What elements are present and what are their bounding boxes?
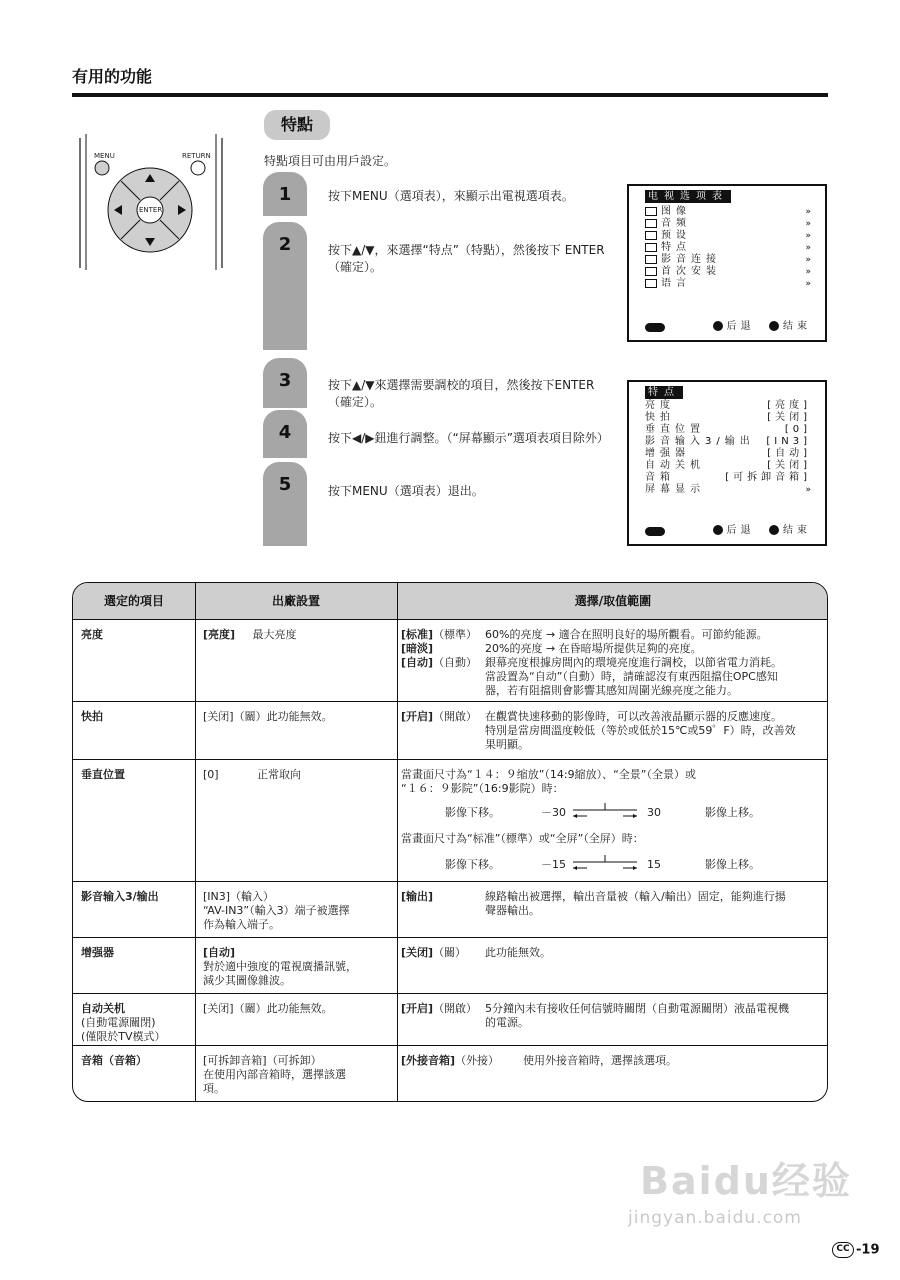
step-text-5: 按下MENU（選項表）退出。 xyxy=(328,484,484,498)
range-min-15: －15 xyxy=(541,858,566,871)
tv-menu-item: 语言 » xyxy=(645,278,811,290)
tv-menu-main xyxy=(627,184,827,342)
table-header xyxy=(73,583,828,620)
header-rule xyxy=(72,93,828,97)
row-default-av: [IN3]（輸入） “AV-IN3”（輸入3）端子被選擇 作為輸入端子。 xyxy=(203,890,350,931)
row-divider xyxy=(73,1045,828,1046)
row-default-vpos: [0] 正常取向 xyxy=(203,768,302,781)
remote-return-label: RETURN xyxy=(182,152,211,160)
step-number: 5 xyxy=(278,474,292,495)
move-up-label: 影像上移。 xyxy=(705,858,760,871)
row-item-enhancer: 增强器 xyxy=(81,946,114,959)
step-tab-5 xyxy=(263,462,307,546)
tv-menu-item: 预设 » xyxy=(645,230,811,242)
step-text-2: 按下▲/▼，來選擇“特点”（特點），然後按下 ENTER（確定）。 xyxy=(328,243,605,274)
step-number: 4 xyxy=(278,422,292,443)
row-range-autooff: [开启]（開啟） 5分鐘內未有接收任何信號時關閉（自動電源關閉）液晶電視機 的電源。 xyxy=(401,1002,789,1029)
step-text-1: 按下MENU（選項表），來顯示出電視選項表。 xyxy=(328,189,574,203)
step-tab-2 xyxy=(263,222,307,350)
tv-menu-item: 首次安装 » xyxy=(645,266,811,278)
features-icon xyxy=(645,243,657,252)
language-icon xyxy=(645,279,657,288)
baidu-watermark-url: jingyan.baidu.com xyxy=(628,1208,802,1228)
select-pill-icon xyxy=(645,527,665,536)
menu-circle-icon xyxy=(769,321,779,331)
row-item-av: 影音输入3/输出 xyxy=(81,890,159,903)
row-range-snapshot: [开启]（開啟） 在觀賞快速移動的影像時，可以改善液晶顯示器的反應速度。 特別是當房間溫度較低（等於或低於15℃或59゜F）時，改善效 果明顯。 xyxy=(401,710,796,751)
install-icon xyxy=(645,267,657,276)
step-text-3: 按下▲/▼來選擇需要調校的項目，然後按下ENTER（確定）。 xyxy=(328,378,595,409)
preset-icon xyxy=(645,231,657,240)
move-down-label: 影像下移。 xyxy=(445,858,500,871)
section-intro: 特點項目可由用戶設定。 xyxy=(264,154,397,168)
tv-menu-item: 快拍 [关闭] xyxy=(645,412,811,423)
step-number: 3 xyxy=(278,370,292,391)
tv-menu-main-title: 电视选项表 xyxy=(645,190,731,203)
return-circle-icon xyxy=(713,525,723,535)
tv-menu-item-selected: 特点 » xyxy=(645,242,811,254)
av-link-icon xyxy=(645,255,657,264)
tv-menu-footer: 后退 结束 xyxy=(645,524,811,538)
step-tab-3 xyxy=(263,358,307,408)
range-slider-icon xyxy=(571,853,639,873)
audio-icon xyxy=(645,219,657,228)
row-divider xyxy=(73,937,828,938)
tv-menu-item: 影音输入3/输出 [IN3] xyxy=(645,436,811,447)
step-tab-1 xyxy=(263,172,307,216)
settings-table xyxy=(72,582,828,1102)
tv-menu-item: 音频 » xyxy=(645,218,811,230)
step-number: 2 xyxy=(278,234,292,255)
column-divider xyxy=(397,583,398,1102)
row-divider xyxy=(73,993,828,994)
step-tab-4 xyxy=(263,410,307,458)
tv-menu-features-title: 特点 xyxy=(645,386,683,399)
row-range-av: [输出] 線路輸出被選擇，輸出音量被（輸入/輸出）固定，能夠進行揚 聲器輸出。 xyxy=(401,890,786,917)
row-item-snapshot: 快拍 xyxy=(81,710,103,723)
range-min-30: －30 xyxy=(541,806,566,819)
row-default-speaker: [可拆卸音箱]（可拆卸） 在使用內部音箱時，選擇該選 項。 xyxy=(203,1054,346,1095)
tv-menu-item: 影音连接 » xyxy=(645,254,811,266)
return-circle-icon xyxy=(713,321,723,331)
step-text-4: 按下◀/▶鈕進行調整。（“屏幕顯示”選項表項目除外） xyxy=(328,431,609,445)
row-default-snapshot: [关闭]（關）此功能無效。 xyxy=(203,710,333,723)
tv-menu-features xyxy=(627,380,827,546)
row-item-brightness: 亮度 xyxy=(81,628,103,641)
page-header-title: 有用的功能 xyxy=(72,67,153,86)
page-number: CC -19 xyxy=(832,1242,880,1258)
step-number: 1 xyxy=(278,184,292,205)
baidu-watermark-logo: Baidu经验 xyxy=(640,1159,852,1203)
tv-menu-item: 屏幕显示 » xyxy=(645,484,811,495)
row-divider xyxy=(73,701,828,702)
row-default-brightness: [亮度] 最大亮度 xyxy=(203,628,297,641)
row-item-speaker: 音箱（音箱） xyxy=(81,1054,147,1067)
move-up-label: 影像上移。 xyxy=(705,806,760,819)
tv-menu-footer: 后退 结束 xyxy=(645,320,811,334)
range-slider-icon xyxy=(571,801,639,821)
tv-menu-item: 自动关机 [关闭] xyxy=(645,460,811,471)
col-header-item: 選定的項目 xyxy=(103,594,164,608)
tv-menu-item: 音箱 [可拆卸音箱] xyxy=(645,472,811,483)
col-header-range: 選擇/取值範圍 xyxy=(574,594,652,608)
row-default-autooff: [关闭]（關）此功能無效。 xyxy=(203,1002,333,1015)
select-pill-icon xyxy=(645,323,665,332)
row-item-autooff: 自动关机 (自動電源關閉) (僅限於TV模式） xyxy=(81,1002,166,1043)
range-max-30: 30 xyxy=(647,806,661,819)
column-divider xyxy=(195,583,196,1102)
section-title: 特點 xyxy=(264,110,330,140)
remote-menu-label: MENU xyxy=(94,152,115,160)
remote-illustration xyxy=(76,132,226,272)
row-range-enhancer: [关闭]（關） 此功能無效。 xyxy=(401,946,551,959)
col-header-default: 出廠設置 xyxy=(271,594,320,608)
row-item-vpos: 垂直位置 xyxy=(81,768,125,781)
range-max-15: 15 xyxy=(647,858,661,871)
tv-menu-item: 图像 » xyxy=(645,206,811,218)
tv-menu-item: 增强器 [自动] xyxy=(645,448,811,459)
row-divider xyxy=(73,759,828,760)
remote-enter-label: ENTER xyxy=(139,206,163,214)
row-divider xyxy=(73,881,828,882)
menu-circle-icon xyxy=(769,525,779,535)
tv-menu-item: 垂直位置 [0] xyxy=(645,424,811,435)
row-range-brightness: [标准]（標準） 60%的亮度 → 適合在照明良好的場所觀看。可節約能源。 [暗淡] 20%的亮度 → 在昏暗場所提供足夠的亮度。 [自动]（自動） 銀幕亮度根據房間內的環境亮度進行調校，以節省電力消耗。 當設置為“自动”（自動）時，請確認沒有東西阻擋住OPC感知 器，若有阻擋則會影響其感知周圍光線亮度之能力。 xyxy=(401,628,782,697)
row-range-speaker: [外接音箱]（外接） 使用外接音箱時，選擇該選項。 xyxy=(401,1054,677,1067)
tv-menu-item-selected: 亮度 [亮度] xyxy=(645,400,811,411)
picture-icon xyxy=(645,207,657,216)
move-down-label: 影像下移。 xyxy=(445,806,500,819)
row-range-vpos: 當畫面尺寸為“１４：９缩放”（14:9縮放）、“全景”（全景）或 “１６：９影院”（16:9影院）時： 影像下移。 －30 30 影像上移。 當畫面尺寸為“标准”（標準）或“全屏”（全屏）時： 影像下移。 －15 15 影像上移。 xyxy=(401,768,760,871)
language-badge: CC xyxy=(832,1242,854,1258)
row-default-enhancer: [自动] 對於適中強度的電視廣播訊號， 減少其圖像雜波。 xyxy=(203,946,357,987)
